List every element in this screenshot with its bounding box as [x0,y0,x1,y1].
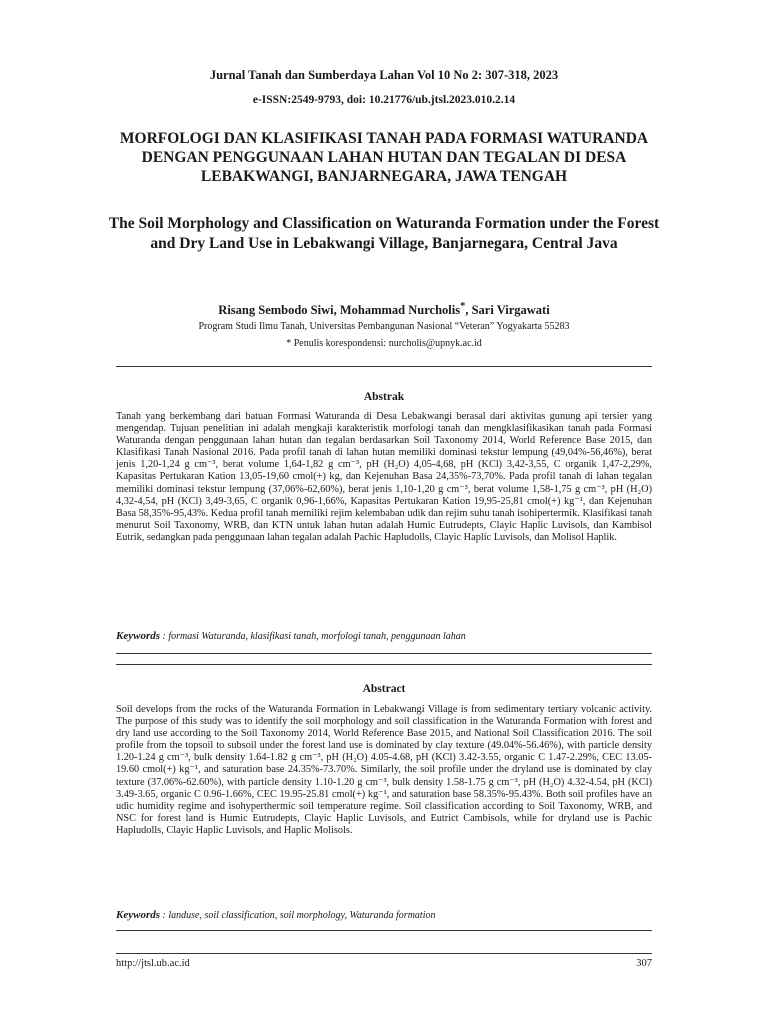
abstrak-body: Tanah yang berkembang dari batuan Formasi Waturanda di Desa Lebakwangi berasal dari aktivitas gunung api tersier yang mengendap. Tujuan penelitian ini adalah mengkaji karakteristik morfologi tanah dan mengklasifikasikan tanah pada Formasi Waturanda dengan penggunaan lahan hutan dan tegalan berdasarkan Soil Taxonomy 2014, World Reference Base 2015, dan Klasifikasi Tanah Nasional 2016. Pada profil tanah di lahan hutan memiliki dominasi tekstur lempung (49,04%-56,46%), berat jenis 1,20-1,24 g cm⁻³, berat volume 1,64-1,82 g cm⁻³, pH (H₂O) 4,05-4,68, pH (KCl) 3,42-3,55, C organik 1,47-2,29%, Kapasitas Pertukaran Kation 13,05-19,60 cmol(+) kg, dan Kejenuhan Basa 24,35%-73,70%. Pada profil tanah di lahan tegalan memiliki dominasi tekstur lempung (37,06%-62,60%), berat jenis 1,10-1,20 g cm⁻³, berat volume 1,58-1,75 g cm⁻³, pH (H₂O) 4,32-4,54, pH (KCl) 3,49-3,65, C organik 0,96-1,66%, Kapasitas Pertukaran Kation 19,95-25,81 cmol(+) kg⁻¹, dan Kejenuhan Basa 58,35%-95,43%. Kedua profil tanah memiliki rejim kelembaban udik dan rejim suhu tanah isohipertermik. Klasifikasi tanah menurut Soil Taxonomy, WRB, dan KTN untuk lahan hutan adalah Humic Eutrudepts, Clayic Haplic Luvisols, dan Kambisol Eutrik, sedangkan pada penggunaan lahan tegalan adalah Pachic Hapludolls, Clayic Haplic Luvisols, dan Molisol Haplik. [116,411,652,543]
keywords-text: : formasi Waturanda, klasifikasi tanah, morfologi tanah, penggunaan lahan [160,631,466,642]
journal-url[interactable]: http://jtsl.ub.ac.id [116,958,190,969]
divider-top [116,366,652,367]
page-number: 307 [636,958,652,969]
keywords-label: Keywords [116,630,160,642]
affiliation: Program Studi Ilmu Tanah, Universitas Pembangunan Nasional “Veteran” Yogyakarta 55283 [198,321,570,332]
title-indonesian: MORFOLOGI DAN KLASIFIKASI TANAH PADA FORMASI WATURANDA DENGAN PENGGUNAAN LAHAN HUTAN DAN TEGALAN DI DESA LEBAKWANGI, BANJARNEGARA, JAWA TENGAH [119,130,649,185]
keywords-text: : landuse, soil classification, soil morphology, Waturanda formation [160,910,436,921]
footer-divider [116,953,652,954]
abstract-body: Soil develops from the rocks of the Waturanda Formation in Lebakwangi Village is from sedimentary tertiary volcanic activity. The purpose of this study was to identify the soil morphology and soil classification in the Waturanda Formation with forest and dry land use according to the Soil Taxonomy 2014, World Reference Base 2015, and National Soil Classification 2016. The soil profile from the topsoil to subsoil under the forest land use is dominated by clay texture (49.04%-56.46%), with particle density 1.20-1.24 g cm⁻³, bulk density 1.64-1.82 g cm⁻³, pH (H₂O) 4.05-4.68, pH (KCl) 3.42-3.55, organic C 1.47-2.29%, CEC 13.05-19.60 cmol(+) kg⁻¹, and saturation base 24.35%-73.70%. Similarly, the soil profile under the dryland use is dominated by clay texture (37.06%-62.60%), with particle density 1.10-1.20 g cm⁻³, bulk density 1.58-1.75 g cm⁻³, pH (H₂O) 4.32-4.54, pH (KCl) 3.49-3.65, organic C 0.96-1.66%, CEC 19.95-25.81 cmol(+) kg⁻¹, and saturation base 58.35%-95.43%. Both soil profiles have an udic humidity regime and isohyperthermic soil temperature regime. Soil classification according to Soil Taxonomy, WRB, and NSC for forest land is Humic Eutrudepts, Clayic Haplic Luvisols, and Eutrict Cambisols, while for dryland use is Pachic Hapludolls, Clayic Haplic Luvisols, and Haplic Molisols. [116,704,652,836]
correspondence: * Penulis korespondensi: nurcholis@upnyk.ac.id [286,338,482,349]
abstract-heading: Abstract [362,683,406,695]
journal-citation: Jurnal Tanah dan Sumberdaya Lahan Vol 10 No 2: 307-318, 2023 [209,68,559,82]
divider-mid-1 [116,653,652,654]
keywords-indonesian [116,630,652,642]
authors-part-1: Risang Sembodo Siwi, Mohammad Nurcholis [218,303,461,318]
authors-part-2: , Sari Virgawati [465,303,550,318]
author-list [0,301,768,318]
keywords-label: Keywords [116,909,160,921]
issn-doi: e-ISSN:2549-9793, doi: 10.21776/ub.jtsl.2023.010.2.14 [252,94,516,106]
divider-mid-2 [116,664,652,665]
divider-bottom [116,930,652,931]
corresponding-mark: * [460,301,466,312]
keywords-english [116,909,652,921]
title-english: The Soil Morphology and Classification on Waturanda Formation under the Forest and Dry Land Use in Lebakwangi Village, Banjarnegara, Central Java [108,215,660,252]
abstrak-heading: Abstrak [363,391,405,403]
